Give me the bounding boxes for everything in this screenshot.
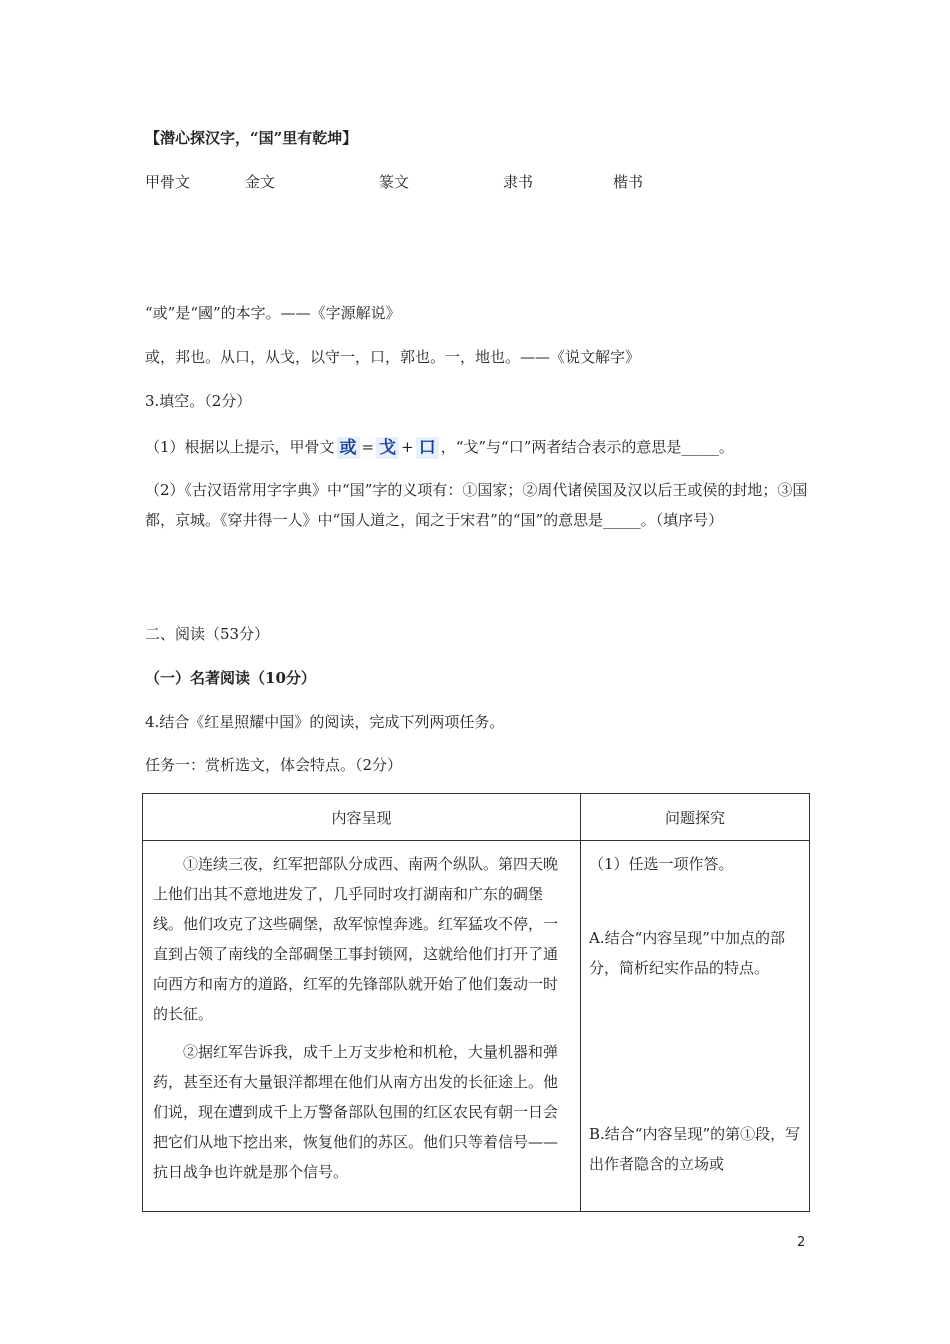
header-content: 内容呈现 <box>143 794 581 841</box>
table-header-row <box>143 794 810 841</box>
question-cell <box>581 841 810 1212</box>
question-3-part-2: （2）《古汉语常用字字典》中“国”字的义项有：①国家；②周代诸侯国及汉以后王或侯的封地；③国都，京城。《穿井得一人》中“国人道之，闻之于宋君”的“国”的意思是_____。（填序号） <box>145 481 808 529</box>
table-body-row <box>143 841 810 1212</box>
subsection-classic-reading: （一）名著阅读（10分） <box>145 669 316 687</box>
section-2-heading: 二、阅读（53分） <box>145 625 270 643</box>
instruction-choose-one: （1）任选一项作答。 <box>589 855 734 873</box>
content-cell <box>143 841 581 1212</box>
script-label-clerical: 隶书 <box>503 173 534 191</box>
passage-paragraph-1: ①连续三夜，红军把部队分成西、南两个纵队。第四天晚上他们出其不意地进发了，几乎同时攻打湖南和广东的碉堡线。他们攻克了这些碉堡，敌军惊惶奔逃。红军猛攻不停，一直到占领了南线的全部碉堡工事封锁网，这就给他们打开了通向西方和南方的道路，红军的先锋部队就开始了他们轰动一时的长征。 <box>153 855 559 1023</box>
page-number: 2 <box>797 1235 806 1250</box>
script-labels-row <box>145 172 745 192</box>
task-1: 任务一：赏析选文，体会特点。（2分） <box>145 756 403 774</box>
quote-shuowen: 或，邦也。从口，从戈，以守一，口，郭也。一，地也。——《说文解字》 <box>145 348 641 366</box>
passage-paragraph-2: ②据红军告诉我，成千上万支步枪和机枪，大量机器和弹药，甚至还有大量银洋都埋在他们从南方出发的长征途上。他们说，现在遭到成千上万警备部队包围的红区农民有朝一日会把它们从地下挖出来，恢复他们的苏区。他们只等着信号——抗日战争也许就是那个信号。 <box>153 1043 559 1181</box>
question-4: 4.结合《红星照耀中国》的阅读，完成下列两项任务。 <box>145 713 505 731</box>
script-label-seal: 篆文 <box>379 173 410 191</box>
option-b: B.结合“内容呈现”的第①段，写出作者隐含的立场或 <box>589 1125 801 1173</box>
oracle-glyph-ge: 戈 <box>376 437 399 459</box>
oracle-glyph-kou: 口 <box>416 437 439 459</box>
plus-sign: + <box>401 438 414 456</box>
reading-table <box>142 793 810 1212</box>
equals-sign: = <box>361 438 375 456</box>
script-label-oracle: 甲骨文 <box>145 173 191 191</box>
question-3-heading: 3.填空。（2分） <box>145 392 252 410</box>
script-label-regular: 楷书 <box>613 173 644 191</box>
header-question: 问题探究 <box>581 794 810 841</box>
option-a: A.结合“内容呈现”中加点的部分，简析纪实作品的特点。 <box>589 929 785 977</box>
oracle-glyph-huo: 或 <box>337 437 360 459</box>
script-label-bronze: 金文 <box>245 173 276 191</box>
q3-sub1-prefix: （1）根据以上提示，甲骨文 <box>145 438 335 456</box>
section-title: 【潜心探汉字，“国”里有乾坤】 <box>145 129 358 147</box>
q3-sub1-suffix: ，“戈”与“口”两者结合表示的意思是_____。 <box>440 438 734 456</box>
quote-origin: “或”是“國”的本字。——《字源解说》 <box>145 304 401 322</box>
question-3-part-1 <box>145 435 734 459</box>
